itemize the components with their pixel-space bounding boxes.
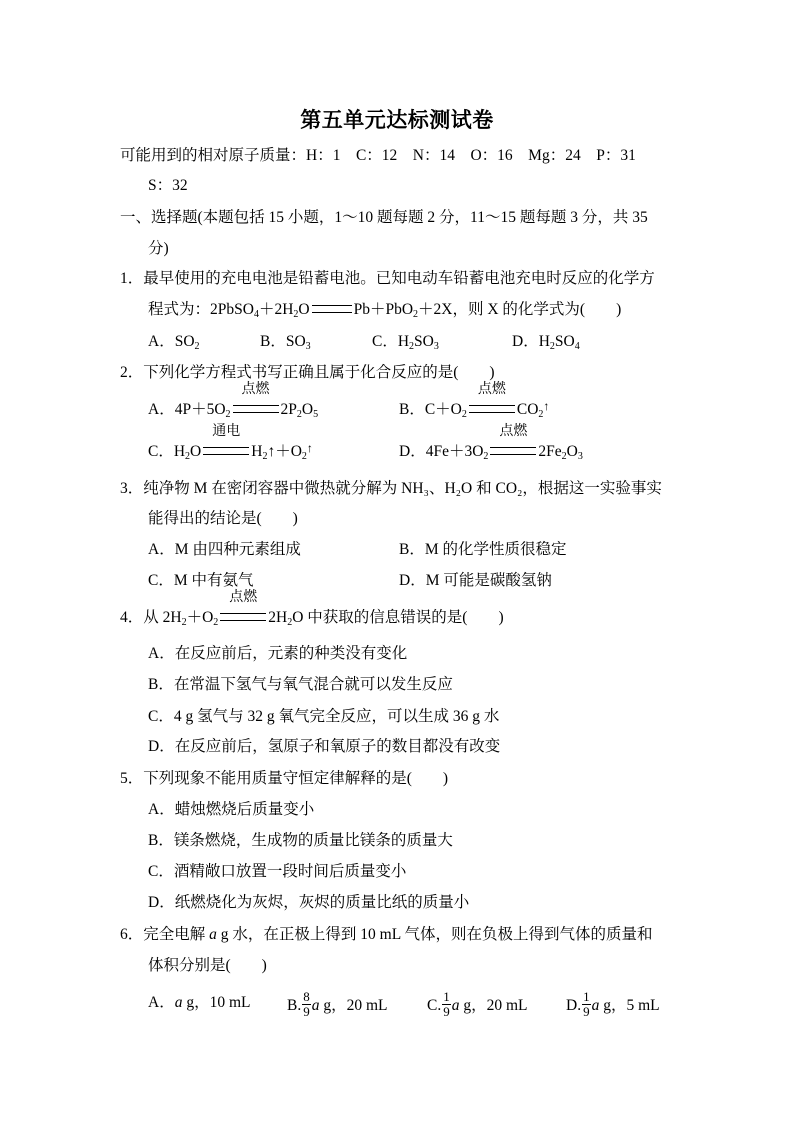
q5-option-d[interactable]: D．纸燃烧化为灰烬，灰烬的质量比纸的质量小: [148, 894, 470, 911]
q2-option-a[interactable]: A．$4P+5O_2$ 点燃 $2P_2O_5$: [148, 382, 319, 420]
q1-option-b[interactable]: B．$SO_3$: [260, 333, 311, 352]
q1-option-c[interactable]: C．$H_2SO_3$: [372, 333, 439, 352]
q2-stem: 2．下列化学方程式书写正确且属于化合反应的是( ): [120, 364, 495, 381]
q2-option-b[interactable]: B．$C+O_2$ 点燃 $CO_2^↑$: [399, 382, 550, 420]
q3-option-a[interactable]: A．M 由四种元素组成: [148, 541, 301, 558]
q5-option-b[interactable]: B．镁条燃烧，生成物的质量比镁条的质量大: [148, 832, 453, 849]
q5-option-c[interactable]: C．酒精敞口放置一段时间后质量变小: [148, 863, 407, 880]
atomic-masses-line-1: 可能用到的相对原子质量：H：1 C：12 N：14 O：16 Mg：24 P：31: [120, 147, 636, 164]
q5-option-a[interactable]: A．蜡烛燃烧后质量变小: [148, 801, 315, 818]
q5-stem: 5．下列现象不能用质量守恒定律解释的是( ): [120, 770, 449, 787]
q1-stem-line-2: 程式为：$2PbSO_4+2H_2O$ Pb＋PbO$_2$＋2X，则 X 的化学式为( ): [148, 301, 622, 320]
electrify-condition: 通电: [203, 441, 249, 463]
page-title: 第五单元达标测试卷: [300, 107, 494, 132]
section-heading-line-2: 分): [148, 240, 169, 257]
ignite-condition: 点燃: [469, 399, 515, 421]
q3-option-b[interactable]: B．M 的化学性质很稳定: [399, 541, 567, 558]
q6-option-c[interactable]: C. $\frac{1}{9}$ a g，20 mL: [427, 989, 528, 1019]
q4-option-a[interactable]: A．在反应前后，元素的种类没有变化: [148, 645, 408, 662]
q4-option-b[interactable]: B．在常温下氢气与氧气混合就可以发生反应: [148, 676, 453, 693]
q4-option-c[interactable]: C．4 g 氢气与 32 g 氧气完全反应，可以生成 36 g 水: [148, 708, 500, 725]
q1-stem-line-1: 1．最早使用的充电电池是铅蓄电池。已知电动车铅蓄电池充电时反应的化学方: [120, 270, 655, 287]
q2-option-c[interactable]: C．$H_2O$ 通电 $H_2↑+O_2^↑$: [148, 424, 313, 462]
ignite-condition: 点燃: [220, 607, 266, 629]
q6-stem-line-1: 6．完全电解 a g 水，在正极上得到 10 mL 气体，则在负极上得到气体的质量和: [120, 926, 653, 943]
q6-option-a[interactable]: A．a g，10 mL: [148, 994, 251, 1011]
ignite-condition: 点燃: [233, 399, 279, 421]
q3-stem-line-2: 能得出的结论是( ): [148, 510, 298, 527]
q1-option-a[interactable]: A．$SO_2$: [148, 333, 200, 352]
fraction-8-9: $\frac{8}{9}$: [303, 989, 310, 1019]
q4-option-d[interactable]: D．在反应前后，氢原子和氧原子的数目都没有改变: [148, 738, 501, 755]
q6-stem-line-2: 体积分别是( ): [148, 957, 267, 974]
atomic-masses-line-2: S：32: [148, 177, 188, 194]
q2-option-d[interactable]: D．$4Fe+3O_2$ 点燃 $2Fe_2O_3$: [399, 424, 583, 462]
equals-sign: [312, 299, 352, 321]
q6-option-b[interactable]: B. $\frac{8}{9}$ a g，20 mL: [287, 989, 388, 1019]
ignite-condition: 点燃: [490, 441, 536, 463]
q3-option-d[interactable]: D．M 可能是碳酸氢钠: [399, 572, 552, 589]
section-heading-line-1: 一、选择题(本题包括 15 小题，1～10 题每题 2 分，11～15 题每题 3 分，共 35: [120, 209, 648, 226]
fraction-1-9: $\frac{1}{9}$: [583, 989, 590, 1019]
q4-stem: 4．从 $2H_2+O_2$ 点燃 $2H_2O$ 中获取的信息错误的是( ): [120, 590, 504, 628]
fraction-1-9: $\frac{1}{9}$: [443, 989, 450, 1019]
q3-stem-line-1: 3．纯净物 M 在密闭容器中微热就分解为 NH₃、H₂O 和 CO₂，根据这一实验事实: [120, 480, 662, 497]
q3-option-c[interactable]: C．M 中有氨气: [148, 572, 254, 589]
q1-option-d[interactable]: D．$H_2SO_4$: [512, 333, 580, 352]
q6-option-d[interactable]: D. $\frac{1}{9}$ a g，5 mL: [566, 989, 660, 1019]
